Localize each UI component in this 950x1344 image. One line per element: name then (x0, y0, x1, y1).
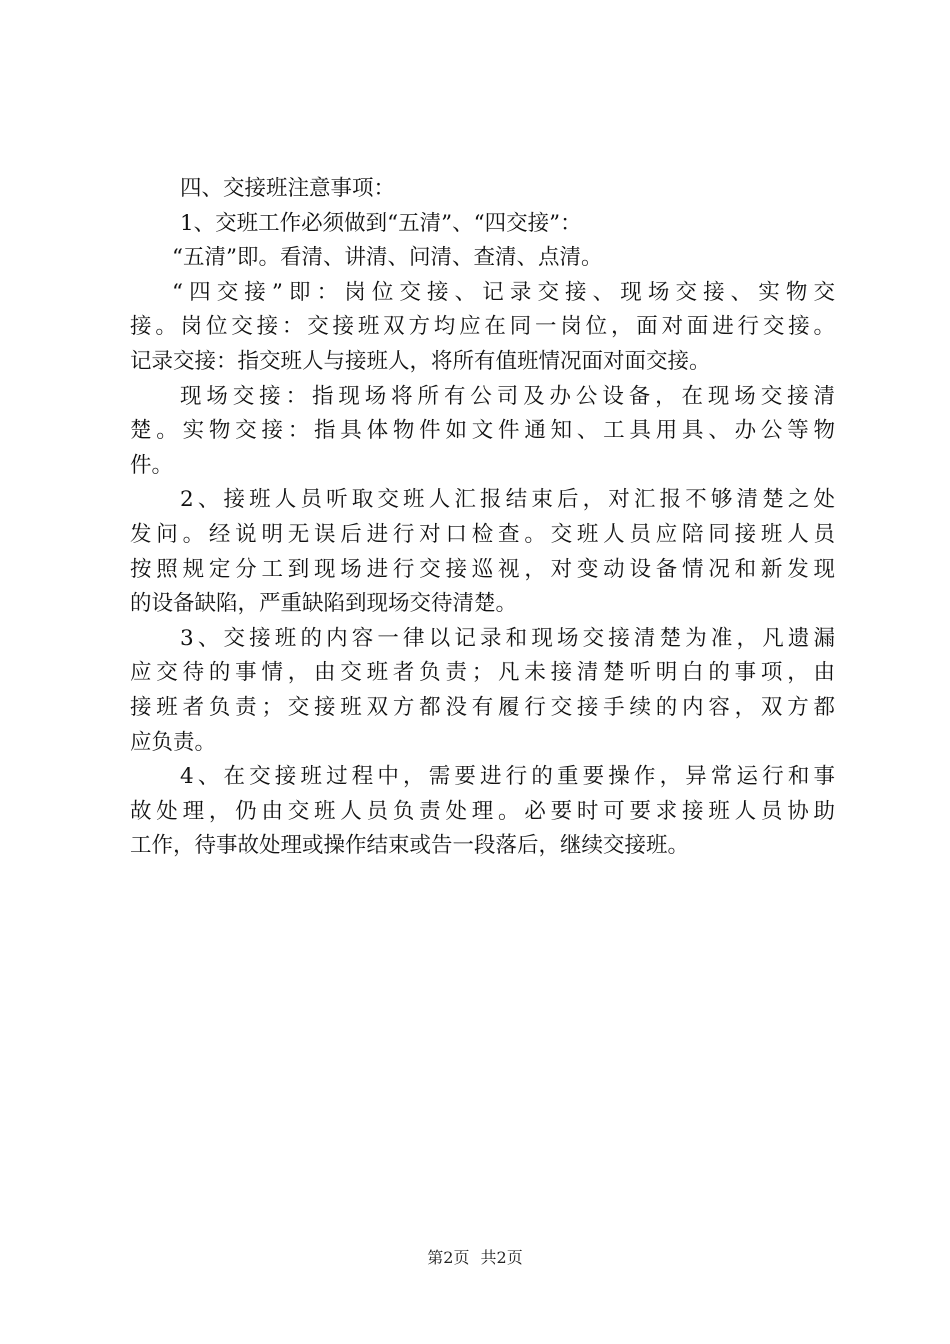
item2-line-3: 按照规定分工到现场进行交接巡视，对变动设备情况和新发现 (130, 556, 835, 582)
page-number-total: 共2页 (480, 1248, 523, 1267)
item3-line-1: 3、交接班的内容一律以记录和现场交接清楚为准，凡遗漏 (180, 625, 835, 651)
item3-line-4: 应负责。 (130, 729, 217, 755)
item1-title: 1、交班工作必须做到“五清”、“四交接”： (180, 210, 582, 236)
xianchang-line-3: 件。 (130, 452, 174, 478)
xianchang-line-2: 楚。实物交接：指具体物件如文件通知、工具用具、办公等物 (130, 418, 835, 444)
sijiaojie-line-2: 接。岗位交接：交接班双方均应在同一岗位，面对面进行交接。 (130, 314, 835, 340)
page-footer (0, 1245, 950, 1268)
wuqing-line: “五清”即。看清、讲清、问清、查清、点清。 (172, 245, 603, 271)
page-number-current: 第2页 (427, 1248, 470, 1267)
sijiaojie-line-3: 记录交接：指交班人与接班人，将所有值班情况面对面交接。 (130, 348, 711, 374)
item2-line-2: 发问。经说明无误后进行对口检查。交班人员应陪同接班人员 (130, 521, 835, 547)
item2-line-4: 的设备缺陷，严重缺陷到现场交待清楚。 (130, 591, 518, 617)
section-heading: 四、交接班注意事项： (180, 176, 396, 201)
sijiaojie-line-1: “四交接”即：岗位交接、记录交接、现场交接、实物交 (172, 279, 835, 305)
item3-line-2: 应交待的事情，由交班者负责；凡未接清楚听明白的事项，由 (130, 660, 835, 686)
item4-line-2: 故处理，仍由交班人员负责处理。必要时可要求接班人员协助 (130, 798, 835, 824)
document-body (130, 172, 835, 864)
xianchang-line-1: 现场交接：指现场将所有公司及办公设备，在现场交接清 (180, 383, 835, 409)
item4-line-1: 4、在交接班过程中，需要进行的重要操作，异常运行和事 (180, 764, 835, 790)
item2-line-1: 2、接班人员听取交班人汇报结束后，对汇报不够清楚之处 (180, 487, 835, 513)
item4-line-3: 工作，待事故处理或操作结束或告一段落后，继续交接班。 (130, 833, 690, 859)
item3-line-3: 接班者负责；交接班双方都没有履行交接手续的内容，双方都 (130, 694, 835, 720)
